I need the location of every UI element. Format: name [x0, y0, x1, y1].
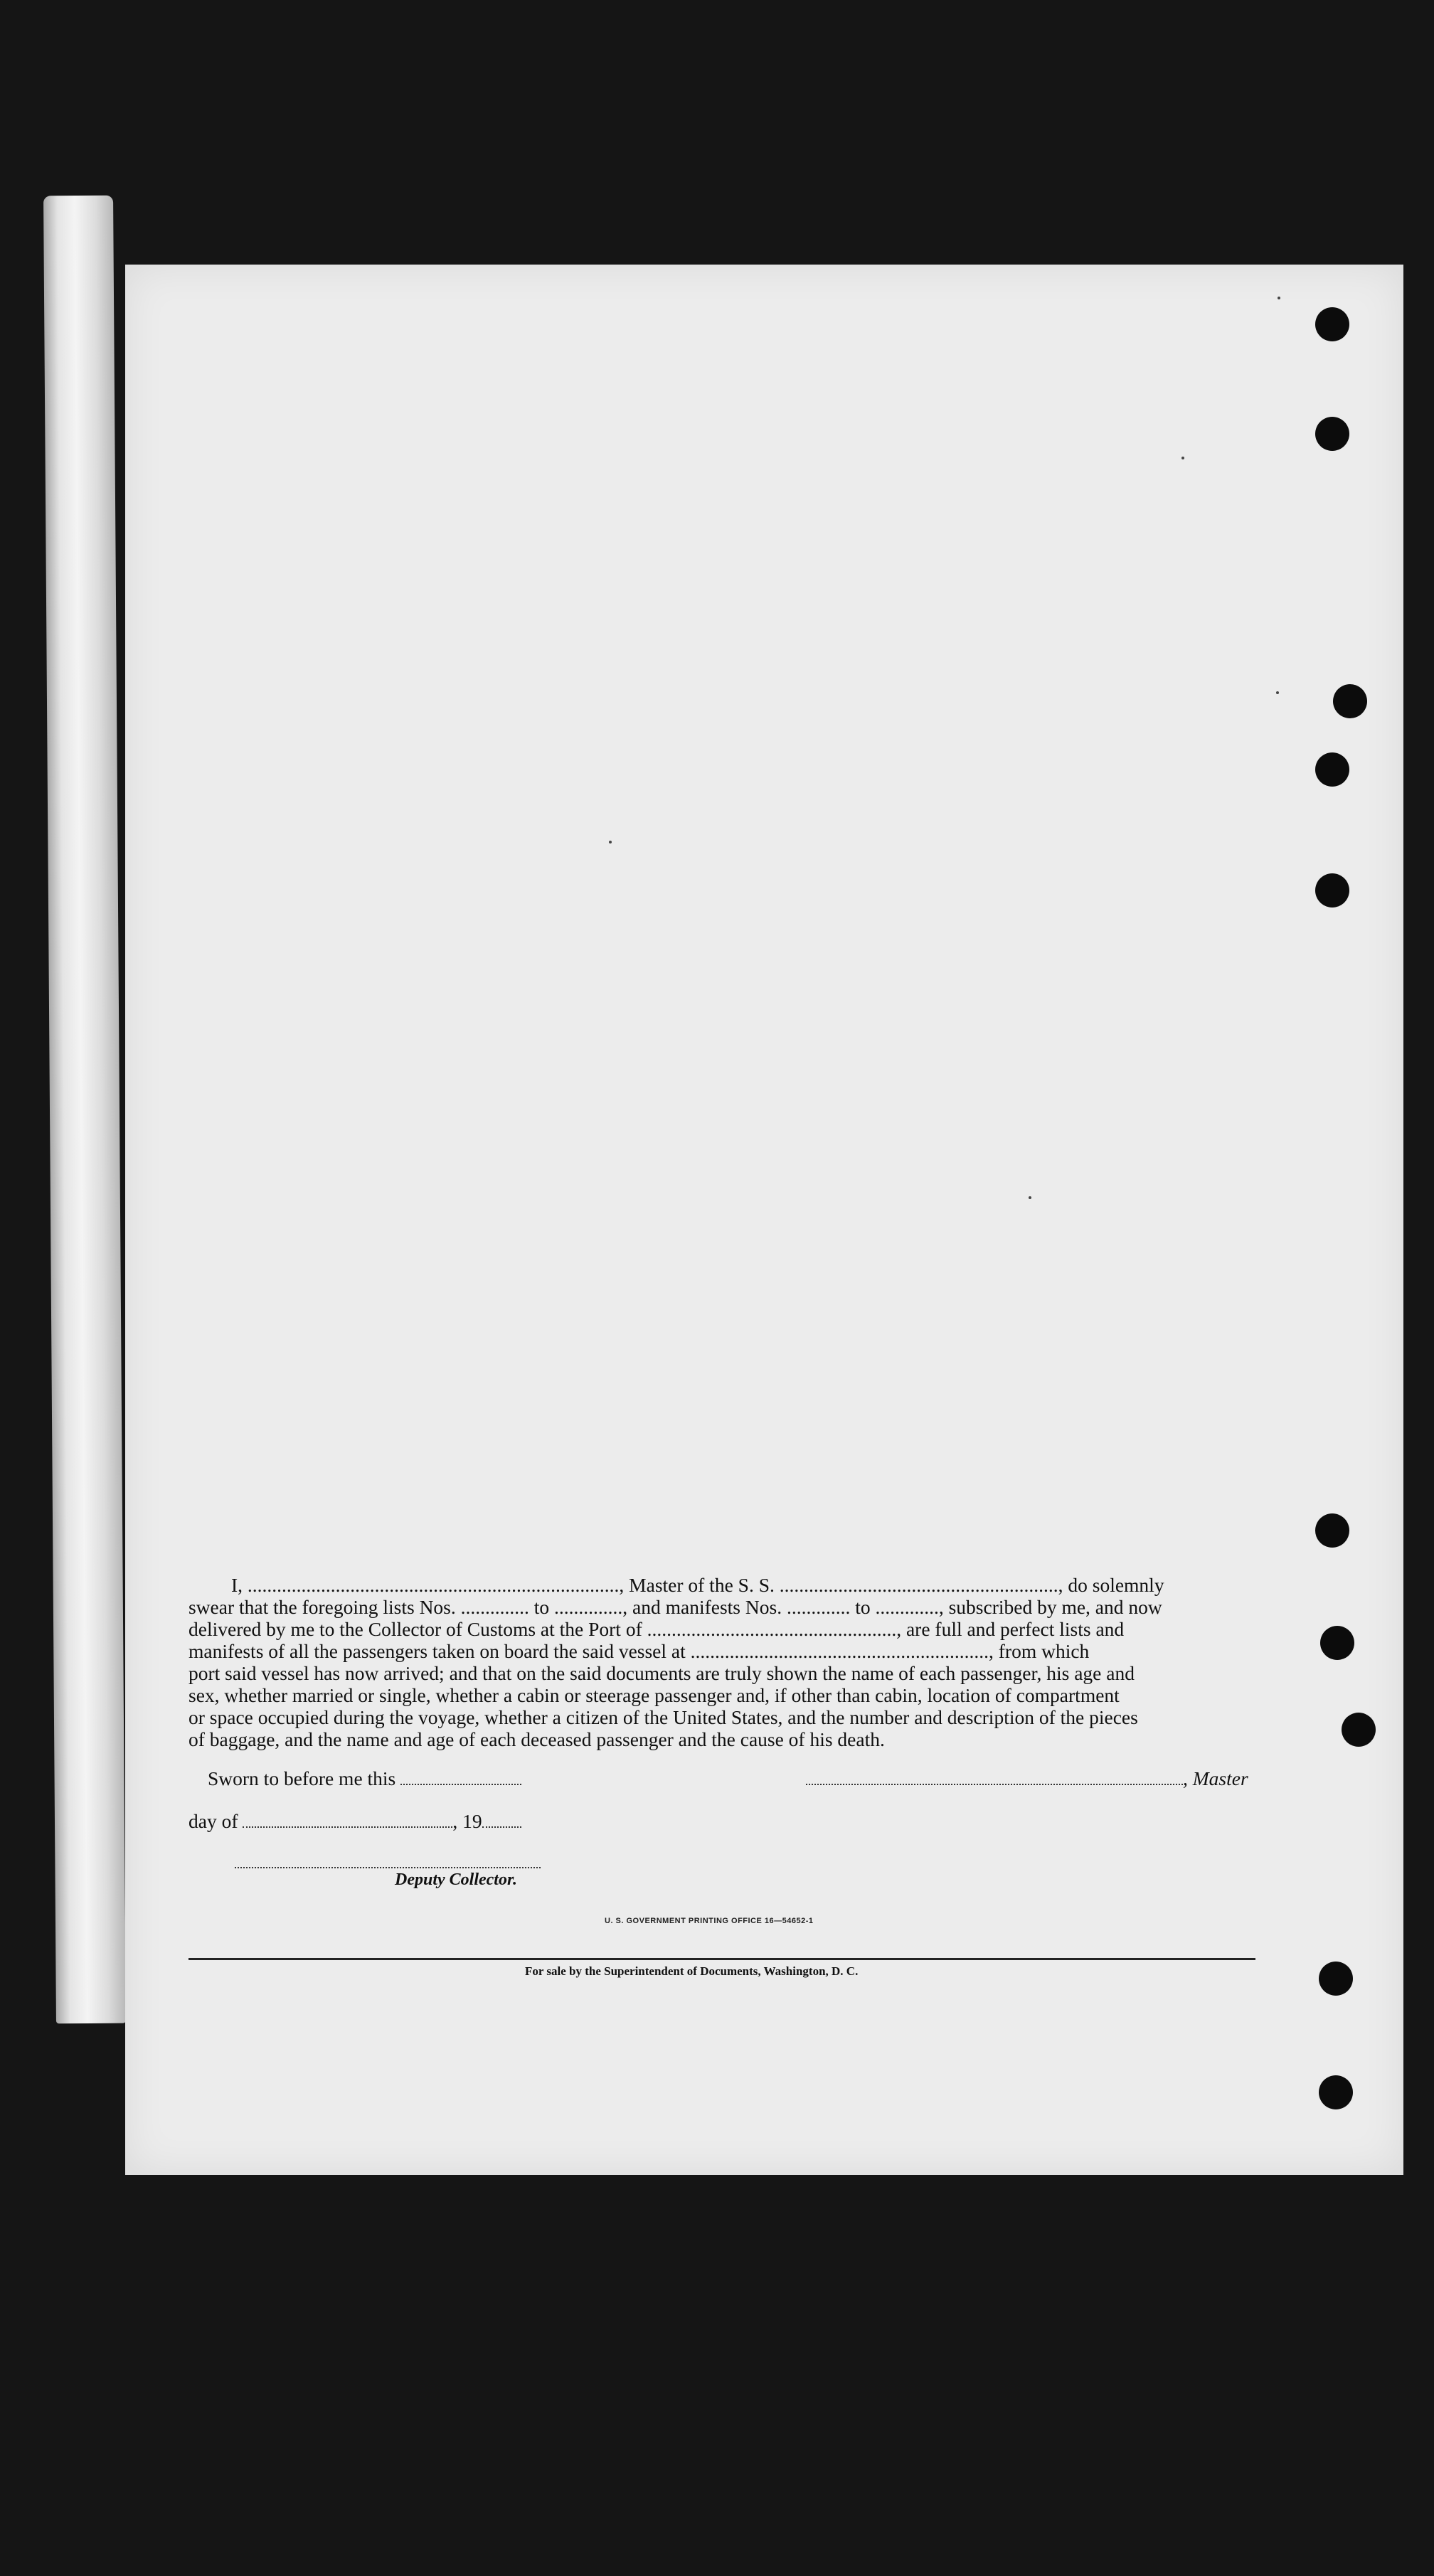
- month-blank: [243, 1812, 452, 1828]
- binder-hole: [1315, 417, 1349, 451]
- binder-hole: [1319, 1962, 1353, 1996]
- binder-hole: [1320, 1626, 1354, 1660]
- oath-line: sex, whether married or single, whether a cabin or steerage passenger and, if other than cabin, location of compartment: [188, 1684, 1120, 1706]
- year-blank: [482, 1812, 521, 1828]
- oath-line: of baggage, and the name and age of each deceased passenger and the cause of his death.: [188, 1728, 885, 1750]
- paper-speck: [1278, 297, 1280, 299]
- sworn-label: Sworn to before me this: [208, 1767, 396, 1789]
- day-of-row: [188, 1810, 521, 1833]
- master-label: , Master: [1183, 1767, 1248, 1789]
- master-signature-blank: [806, 1769, 1183, 1785]
- paper-speck: [1276, 691, 1279, 694]
- oath-line: swear that the foregoing lists Nos. .............. to .............., and manifests Nos. ............. to ............., subscribed by me, and now: [188, 1596, 1162, 1618]
- oath-line: manifests of all the passengers taken on board the said vessel at ............................................................., from which: [188, 1640, 1090, 1662]
- oath-paragraph: [188, 1574, 1255, 1750]
- binder-hole: [1315, 307, 1349, 341]
- folder-edge-strip: [43, 196, 126, 2024]
- year-prefix: , 19: [452, 1810, 482, 1832]
- oath-line: I, ............................................................................, Master of the S. S. ........................................................., do solemnly: [231, 1574, 1164, 1596]
- binder-hole: [1342, 1713, 1376, 1747]
- master-signature-row: [806, 1767, 1248, 1790]
- binder-hole: [1315, 1513, 1349, 1548]
- sworn-before-row: [208, 1767, 521, 1790]
- binder-hole: [1333, 684, 1367, 718]
- oath-line: port said vessel has now arrived; and that on the said documents are truly shown the name of each passenger, his age and: [188, 1662, 1135, 1684]
- oath-line: or space occupied during the voyage, whether a citizen of the United States, and the number and description of the pieces: [188, 1706, 1138, 1728]
- deputy-collector-label: Deputy Collector.: [395, 1870, 517, 1889]
- binder-hole: [1319, 2075, 1353, 2109]
- printing-office-note: U. S. GOVERNMENT PRINTING OFFICE 16—54652-1: [605, 1917, 814, 1925]
- binder-hole: [1315, 873, 1349, 908]
- oath-line: delivered by me to the Collector of Customs at the Port of ..................................................., are full and perfect lists and: [188, 1618, 1125, 1640]
- paper-speck: [1181, 457, 1184, 459]
- binder-hole: [1315, 752, 1349, 787]
- footer-sale-note: For sale by the Superintendent of Documents, Washington, D. C.: [525, 1964, 859, 1978]
- document-page: [125, 265, 1403, 2175]
- paper-speck: [609, 841, 612, 843]
- deputy-signature-line: [235, 1867, 541, 1868]
- day-of-label: day of: [188, 1810, 238, 1832]
- footer-rule: [188, 1958, 1255, 1960]
- sworn-date-blank: [400, 1769, 521, 1785]
- paper-speck: [1029, 1196, 1031, 1199]
